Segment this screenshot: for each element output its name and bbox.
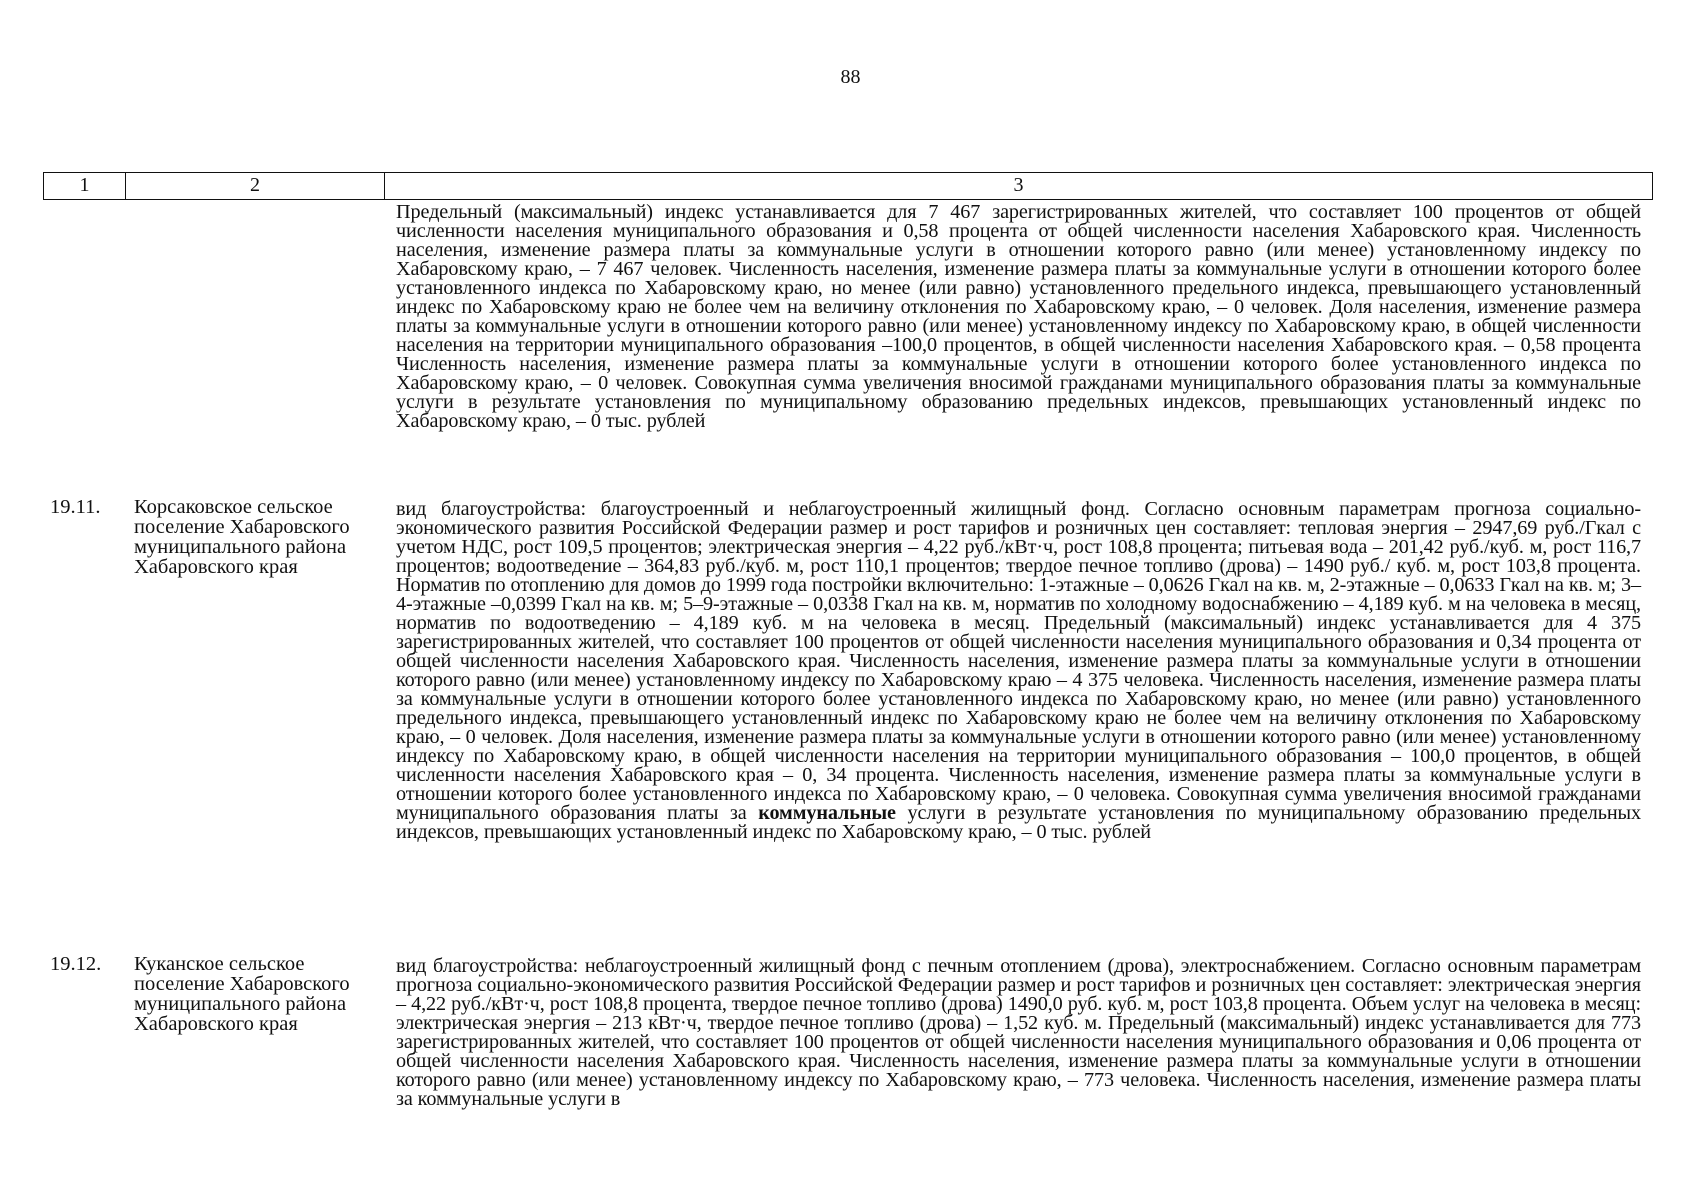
row-description-part: вид благоустройства: благоустроенный и неблагоустроенный жилищный фонд. Согласно основным параметрам прогноза социально-экономического развития Российской Федерации размер и рост тарифов и розничных цен составляет: тепловая энергия – 2947,69 руб./Гкал с учетом НДС, рост 109,5 процентов; электрическая энергия – 4,22 руб./кВт·ч, рост 108,8 процента; питьевая вода – 201,42 руб./куб. м, рост 116,7 процентов; водоотведение – 364,83 руб./куб. м, рост 110,1 процентов; твердое печное топливо (дрова) – 1490 руб./ куб. м, рост 103,8 процента. Норматив по отоплению для домов до 1999 года постройки включительно: 1-этажные – 0,0626 Гкал на кв. м, 2-этажные – 0,0633 Гкал на кв. м; 3–4-этажные –0,0399 Гкал на кв. м; 5–9-этажные – 0,0338 Гкал на кв. м, норматив по холодному водоснабжению – 4,189 куб. м на человека в месяц, норматив по водоотведению – 4,189 куб. м на человека в месяц. Предельный (максимальный) индекс устанавливается для 4 375 зарегистрированных жителей, что составляет 100 процентов от общей численности населения муниципального образования и 0,34 процента от общей численности населения Хабаровского края. Численность населения, изменение размера платы за коммунальные услуги в отношении которого равно (или менее) установленному индексу по Хабаровскому краю – 4 375 человека. Численность населения, изменение размера платы за коммунальные услуги в отношении которого более установленного индекса по Хабаровскому краю, но менее (или равно) установленного предельного индекса, превышающего установленный индекс по Хабаровскому краю не более чем на величину отклонения по Хабаровскому краю, – 0 человек. Доля населения, изменение размера платы за коммунальные услуги в отношении которого равно (или менее) установленному индексу по Хабаровскому краю, в общей численности населения на территории муниципального образования – 100,0 процентов, в общей численности населения Хабаровского края – 0, 34 процента. Численность населения, изменение размера платы за коммунальные услуги в отношении которого более установленного индекса по Хабаровскому краю, – 0 человека. Совокупная сумма увеличения вносимой гражданами муниципального образования платы за: [396, 498, 1641, 824]
header-col-2: 2: [126, 173, 385, 199]
row-description: вид благоустройства: неблагоустроенный жилищный фонд с печным отоплением (дрова), электроснабжением. Согласно основным параметрам прогноза социально-экономического развития Российской Федерации размер и рост тарифов и розничных цен составляет: электрическая энергия – 4,22 руб./кВт·ч, рост 108,8 процента, твердое печное топливо (дрова) 1490,0 руб. куб. м, рост 103,8 процента. Объем услуг на человека в месяц: электрическая энергия – 213 кВт·ч, твердое печное топливо (дрова) – 1,52 куб. м. Предельный (максимальный) индекс устанавливается для 773 зарегистрированных жителей, что составляет 100 процентов от общей численности населения муниципального образования и 0,06 процента от общей численности населения Хабаровского края. Численность населения, изменение размера платы за коммунальные услуги в отношении которого равно (или менее) установленному индексу по Хабаровскому краю, – 773 человека. Численность населения, изменение размера платы за коммунальные услуги в: [396, 955, 1641, 1110]
page-number: 88: [840, 66, 861, 88]
row-municipality-name: Корсаковское сельское поселение Хабаровского муниципального района Хабаровского края: [134, 496, 350, 578]
row-number: 19.12.: [50, 953, 102, 975]
row-description-bold: коммунальные: [758, 802, 896, 824]
continuation-text: Предельный (максимальный) индекс устанавливается для 7 467 зарегистрированных жителей, что составляет 100 процентов от общей численности населения муниципального образования и 0,58 процента от общей численности населения Хабаровского края. Численность населения, изменение размера платы за коммунальные услуги в отношении которого равно (или менее) установленному индексу по Хабаровскому краю, – 7 467 человек. Численность населения, изменение размера платы за коммунальные услуги в отношении которого более установленного индекса по Хабаровскому краю, но менее (или равно) установленного предельного индекса, превышающего установленный индекс по Хабаровскому краю не более чем на величину отклонения по Хабаровскому краю, – 0 человек. Доля населения, изменение размера платы за коммунальные услуги в отношении которого равно (или менее) установленному индексу по Хабаровскому краю, в общей численности населения на территории муниципального образования –100,0 процентов, в общей численности населения Хабаровского края. – 0,58 процента Численность населения, изменение размера платы за коммунальные услуги в отношении которого более установленного индекса по Хабаровскому краю, – 0 человек. Совокупная сумма увеличения вносимой гражданами муниципального образования платы за коммунальные услуги в результате установления по муниципальному образованию предельных индексов, превышающих установленный индекс по Хабаровскому краю, – 0 тыс. рублей: [396, 201, 1641, 432]
header-col-1: 1: [44, 173, 126, 199]
row-description: [396, 500, 1641, 842]
row-description-part: услуги в результате установления по муниципальному образованию предельных индексов, превышающих установленный индекс по Хабаровскому краю, – 0 тыс. рублей: [396, 802, 1641, 843]
header-col-3: 3: [1013, 174, 1024, 196]
row-municipality-name: Куканское сельское поселение Хабаровского муниципального района Хабаровского края: [134, 953, 350, 1035]
table-header: [43, 172, 1653, 200]
row-number: 19.11.: [50, 496, 101, 518]
